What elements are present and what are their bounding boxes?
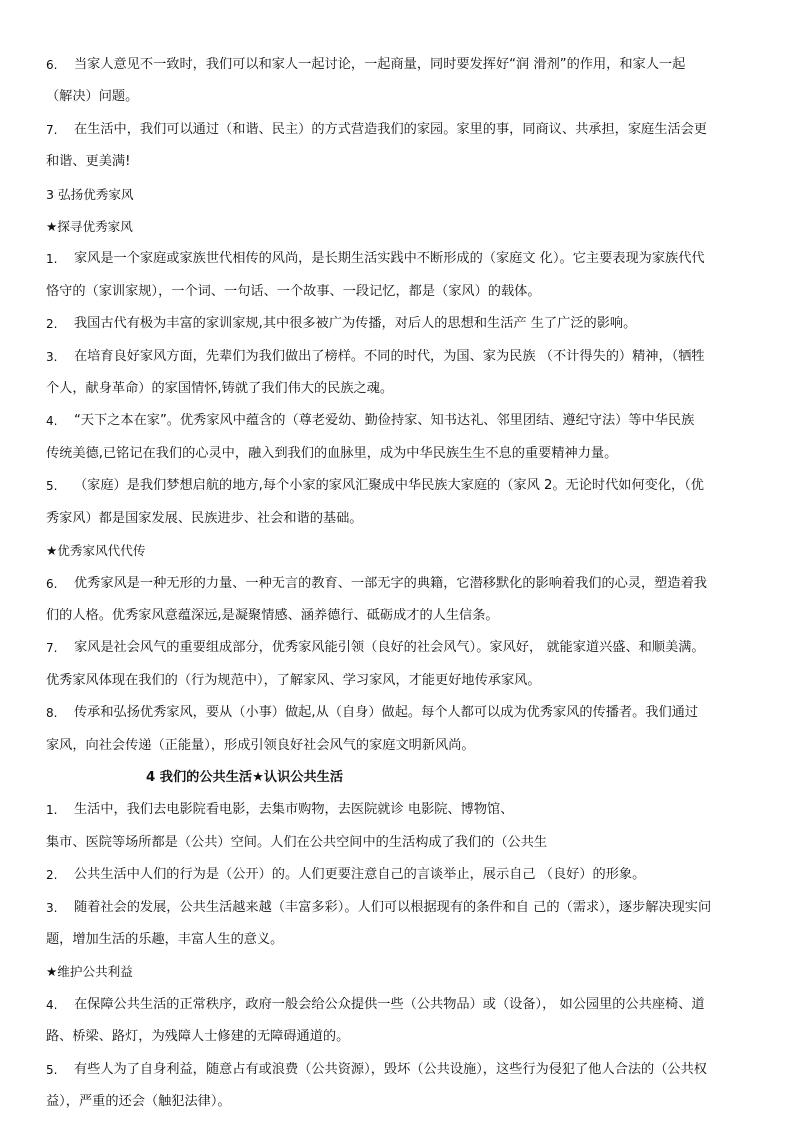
item-text-line: 在培育良好家风方面，先辈们为我们做出了榜样。不同的时代，为国、家为民族 （不计得失的）精神，（牺牲 [74,348,705,364]
item-text-line: 恪守的（家训家规），一个词、一句话、一个故事、一段记忆，都是（家风）的载体。 [46,283,541,299]
section-heading: 3 弘扬优秀家风 [46,186,134,202]
item-number: 5. [46,1062,58,1077]
list-item [46,308,754,340]
section-heading: ★探寻优秀家风 [46,219,133,235]
item-text-line: 在保障公共生活的正常秩序，政府一般会给公众提供一些（公共物品）或（设备）， 如公园里的公共座椅、道 [74,996,705,1012]
chapter-title: 4 我们的公共生活★认识公共生活 [146,769,344,785]
item-text-line: 公共生活中人们的行为是（公开）的。人们更要注意自己的言谈举止，展示自己 （良好）的形象。 [74,867,646,883]
list-item [46,49,754,114]
item-number: 4. [46,997,58,1012]
item-text-line: 集市、医院等场所都是（公共）空间。人们在公共空间中的生活构成了我们的（公共生 [46,834,548,850]
item-number: 2. [46,868,58,883]
list-item [46,859,754,891]
item-text-line: 优秀家风体现在我们的（行为规范中），了解家风、学习家风，才能更好地传承家风。 [46,672,541,688]
item-number: 7. [46,641,58,656]
item-text-line: （解决）问题。 [46,89,139,105]
item-text-line: 当家人意见不一致时，我们可以和家人一起讨论，一起商量，同时要发挥好“润 滑剂”的作用，和家人一起 [74,57,686,72]
item-text-line: 传统美德,已铭记在我们的心灵中，融入到我们的血脉里，成为中华民族生生不息的重要精神力量。 [46,445,618,461]
section-heading: ★维护公共利益 [46,964,133,980]
item-number: 2. [46,317,58,332]
list-item [46,114,754,179]
item-number: 6. [46,576,58,591]
item-number: 4. [46,414,58,429]
item-number: 5. [46,479,58,494]
item-text-line: 们的人格。优秀家风意蕴深远,是凝聚情感、涵养德行、砥砺成才的人生信条。 [46,607,499,623]
item-number: 3. [46,349,58,364]
list-item [46,568,754,633]
item-text-line: 益），严重的还会（触犯法律）。 [46,1094,231,1109]
list-item [46,697,754,762]
item-number: 1. [46,252,58,267]
item-text-line: 优秀家风是一种无形的力量、一种无言的教育、一部无字的典籍，它潜移默化的影响着我们的心灵，塑造着我 [74,575,707,591]
item-number: 1. [46,803,58,818]
item-number: 3. [46,900,58,915]
list-item [46,989,754,1054]
item-number: 6. [46,58,58,72]
list-item [46,405,754,470]
list-item [46,794,754,859]
item-text-line: 有些人为了自身利益，随意占有或浪费（公共资源），毁坏（公共设施），这些行为侵犯了他人合法的（公共权 [74,1061,707,1077]
item-text-line: 路、桥梁、路灯，为残障人士修建的无障碍通道的。 [46,1029,350,1045]
item-text-line: 传承和弘扬优秀家风，要从（小事）做起,从（自身）做起。每个人都可以成为优秀家风的传播者。我们通过 [74,705,699,721]
item-text-line: 生活中，我们去电影院看电影，去集市购物，去医院就诊 电影院、博物馆、 [74,802,514,818]
item-text-line: 个人，献身革命）的家国情怀,铸就了我们伟大的民族之魂。 [46,381,394,397]
item-text-line: （家庭）是我们梦想启航的地方,每个小家的家风汇聚成中华民族大家庭的（家风 2。无论时代如何变化，（优 [74,478,704,494]
document-page [46,49,754,1118]
item-number: 7. [46,122,58,137]
list-item [46,892,754,957]
list-item [46,632,754,697]
item-text-line: 和谐、更美满! [46,154,131,170]
item-text-line: 题，增加生活的乐趣，丰富人生的意义。 [46,931,284,947]
item-text-line: 家风是社会风气的重要组成部分，优秀家风能引领（良好的社会风气）。家风好， 就能家道兴盛、和顺美满。 [74,640,705,656]
item-text-line: 我国古代有极为丰富的家训家规,其中很多被广为传播，对后人的思想和生活产 生了广泛的影响。 [74,316,637,332]
list-item [46,1054,754,1119]
item-number: 8. [46,706,58,721]
item-text-line: 在生活中，我们可以通过（和谐、民主）的方式营造我们的家园。家里的事，同商议、共承担，家庭生活会更 [74,121,707,137]
item-text-line: 家风，向社会传递（正能量），形成引领良好社会风气的家庭文明新风尚。 [46,737,475,753]
item-text-line: 家风是一个家庭或家族世代相传的风尚，是长期生活实践中不断形成的（家庭文 化）。它主要表现为家族代代 [74,251,705,267]
list-item [46,470,754,535]
list-item [46,341,754,406]
item-text-line: “天下之本在家”。优秀家风中蕴含的（尊老爱幼、勤俭持家、知书达礼、邻里团结、遵纪守法）等中华民族 [74,413,695,429]
item-text-line: 随着社会的发展，公共生活越来越（丰富多彩）。人们可以根据现有的条件和自 己的（需求），逐步解决现实问 [74,899,712,915]
item-text-line: 秀家风）都是国家发展、民族进步、社会和谐的基础。 [46,510,363,526]
section-heading: ★优秀家风代代传 [46,543,146,559]
list-item [46,243,754,308]
